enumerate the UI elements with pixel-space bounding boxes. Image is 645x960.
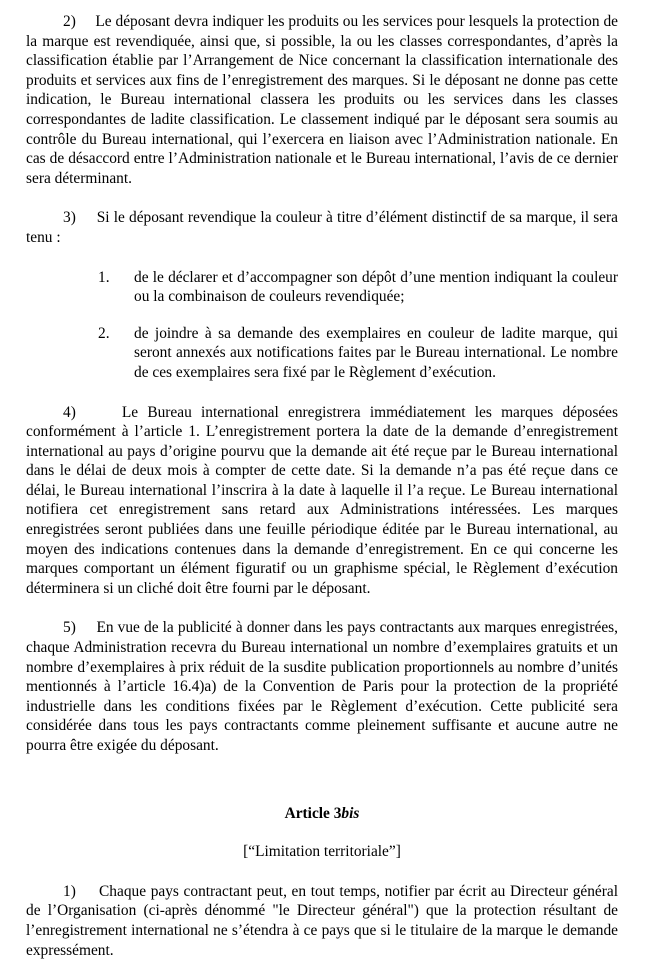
article-heading-suffix: bis [341,804,360,822]
article-heading [26,804,618,824]
document-page [26,12,618,960]
paragraph-3: 3) Si le déposant revendique la couleur à titre d’élément distinctif de sa marque, il sera tenu : [26,209,618,246]
list-item [98,324,618,383]
paragraph-2: 2) Le déposant devra indiquer les produits ou les services pour lesquels la protection de la marque est revendiquée, ainsi que, si possible, la ou les classes correspondantes, d’après la classification établie par l’Arrangement de Nice concernant la classification internationale des produits et services aux fins de l’enregistrement des marques. Si le déposant ne donne pas cette indication, le Bureau international classera les produits ou les services dans les classes correspondantes de ladite classification. Le classement indiqué par le déposant sera soumis au contrôle du Bureau international, qui l’exercera en liaison avec l’Administration nationale. En cas de désaccord entre l’Administration nationale et le Bureau international, l’avis de ce dernier sera déterminant. [26,13,618,187]
paragraph-4: 4) Le Bureau international enregistrera immédiatement les marques déposées conformément à l’article 1. L’enregistrement portera la date de la demande d’enregistrement international au pays d’origine pourvu que la demande ait été reçue par le Bureau international dans le délai de deux mois à compter de cette date. Si la demande n’a pas été reçue dans ce délai, le Bureau international l’inscrira à la date à laquelle il l’a reçue. Le Bureau international notifiera cet enregistrement sans retard aux Administrations intéressées. Les marques enregistrées seront publiées dans une feuille périodique éditée par le Bureau international, au moyen des indications contenues dans la demande d’enregistrement. En ce qui concerne les marques comportant un élément figuratif ou un graphisme spécial, le Règlement d’exécution déterminera si un cliché doit être fourni par le déposant. [26,403,618,597]
list-item-text: de le déclarer et d’accompagner son dépôt d’une mention indiquant la couleur ou la combinaison de couleurs revendiquée; [134,268,618,306]
list-item-text: de joindre à sa demande des exemplaires en couleur de ladite marque, qui seront annexés aux notifications faites par le Bureau international. Le nombre de ces exemplaires sera fixé par le Règlement d’exécution. [134,324,618,381]
list-item-number: 2. [98,324,110,342]
list-item [98,268,618,307]
paragraph-5: 5) En vue de la publicité à donner dans les pays contractants aux marques enregistrées, chaque Administration recevra du Bureau international un nombre d’exemplaires gratuits et un nombre d’exemplaires à prix réduit de la susdite publication proportionnels au nombre d’unités mentionnés à l’article 16.4)a) de la Convention de Paris pour la protection de la propriété industrielle dans les conditions fixées par le Règlement d’exécution. Cette publicité sera considérée dans tous les pays contractants comme pleinement suffisante et aucune autre ne pourra être exigée du déposant. [26,619,618,754]
paragraph-article-3bis-1: 1) Chaque pays contractant peut, en tout temps, notifier par écrit au Directeur général de l’Organisation (ci-après dénommé "le Directeur général") que la protection résultant de l’enregistrement international ne s’étendra à ce pays que si le titulaire de la marque le demande expressément. [26,882,618,959]
list-item-number: 1. [98,268,110,286]
article-heading-prefix: Article 3 [284,804,342,822]
article-subtitle: [“Limitation territoriale”] [243,843,401,861]
